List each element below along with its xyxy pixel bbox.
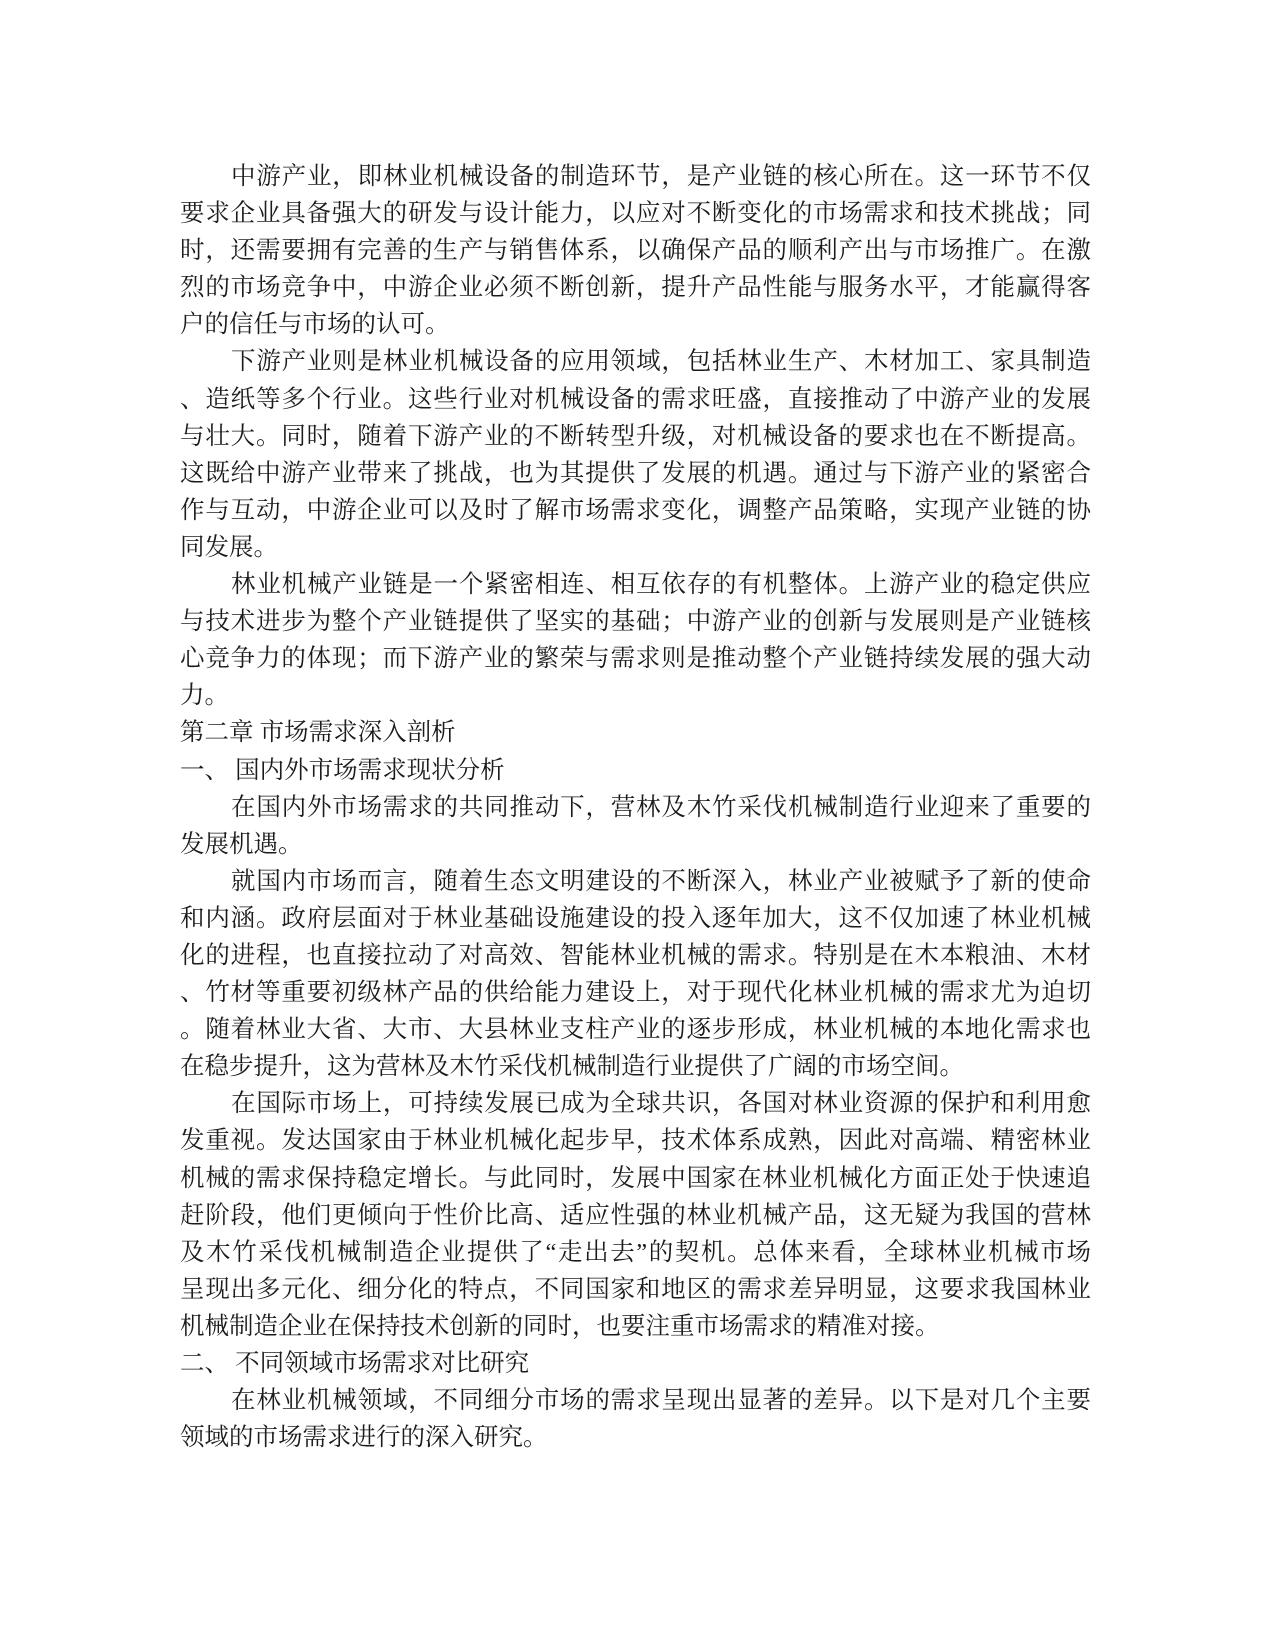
- chapter-heading: [180, 714, 1091, 751]
- text-line: 和内涵。政府层面对于林业基础设施建设的投入逐年加大，这不仅加速了林业机械: [180, 904, 1091, 932]
- text-line: 下游产业则是林业机械设备的应用领域，包括林业生产、木材加工、家具制造: [231, 348, 1091, 376]
- text-line: 同发展。: [180, 533, 278, 561]
- paragraph: [180, 1382, 1091, 1456]
- text-line: 在林业机械领域，不同细分市场的需求呈现出显著的差异。以下是对几个主要: [231, 1387, 1091, 1415]
- text-line: 与技术进步为整个产业链提供了坚实的基础；中游产业的创新与发展则是产业链核: [180, 608, 1091, 636]
- text-line: 机械制造企业在保持技术创新的同时，也要注重市场需求的精准对接。: [180, 1312, 940, 1340]
- section-heading: [180, 752, 1091, 789]
- text-line: 及木竹采伐机械制造企业提供了“走出去”的契机。总体来看，全球林业机械市场: [180, 1238, 1091, 1266]
- text-line: 在国际市场上，可持续发展已成为全球共识，各国对林业资源的保护和利用愈: [231, 1090, 1091, 1118]
- text-line: 力。: [180, 682, 229, 710]
- text-line: 二、 不同领域市场需求对比研究: [180, 1350, 530, 1377]
- section-heading: [180, 1345, 1091, 1382]
- text-line: 这既给中游产业带来了挑战，也为其提供了发展的机遇。通过与下游产业的紧密合: [180, 459, 1091, 487]
- text-line: 发重视。发达国家由于林业机械化起步早，技术体系成熟，因此对高端、精密林业: [180, 1127, 1091, 1155]
- text-line: 与壮大。同时，随着下游产业的不断转型升级，对机械设备的要求也在不断提高。: [180, 422, 1091, 450]
- text-line: 中游产业，即林业机械设备的制造环节，是产业链的核心所在。这一环节不仅: [231, 163, 1091, 190]
- paragraph: [180, 1085, 1091, 1345]
- paragraph: [180, 863, 1091, 1086]
- text-line: 时，还需要拥有完善的生产与销售体系，以确保产品的顺利产出与市场推广。在激: [180, 237, 1091, 265]
- text-line: 就国内市场而言，随着生态文明建设的不断深入，林业产业被赋予了新的使命: [231, 867, 1091, 895]
- paragraph: [180, 789, 1091, 863]
- text-line: 林业机械产业链是一个紧密相连、相互依存的有机整体。上游产业的稳定供应: [231, 571, 1091, 599]
- text-line: 在稳步提升，这为营林及木竹采伐机械制造行业提供了广阔的市场空间。: [180, 1053, 964, 1081]
- text-line: 机械的需求保持稳定增长。与此同时，发展中国家在林业机械化方面正处于快速追: [180, 1164, 1091, 1192]
- text-line: 发展机遇。: [180, 830, 303, 858]
- text-line: 心竞争力的体现；而下游产业的繁荣与需求则是推动整个产业链持续发展的强大动: [180, 645, 1091, 673]
- text-line: 化的进程，也直接拉动了对高效、智能林业机械的需求。特别是在木本粮油、木材: [180, 941, 1091, 969]
- paragraph: [180, 158, 1091, 343]
- text-line: 领域的市场需求进行的深入研究。: [180, 1424, 548, 1452]
- paragraph: [180, 343, 1091, 566]
- text-line: 作与互动，中游企业可以及时了解市场需求变化，调整产品策略，实现产业链的协: [180, 496, 1091, 524]
- text-line: 一、 国内外市场需求现状分析: [180, 756, 505, 784]
- text-line: 在国内外市场需求的共同推动下，营林及木竹采伐机械制造行业迎来了重要的: [231, 793, 1091, 821]
- text-line: 户的信任与市场的认可。: [180, 311, 450, 339]
- text-line: 赶阶段，他们更倾向于性价比高、适应性强的林业机械产品，这无疑为我国的营林: [180, 1201, 1091, 1229]
- text-line: 、竹材等重要初级林产品的供给能力建设上，对于现代化林业机械的需求尤为迫切: [180, 979, 1091, 1007]
- text-line: 要求企业具备强大的研发与设计能力，以应对不断变化的市场需求和技术挑战；同: [180, 200, 1091, 228]
- text-line: 、造纸等多个行业。这些行业对机械设备的需求旺盛，直接推动了中游产业的发展: [180, 385, 1091, 413]
- text-line: 。随着林业大省、大市、大县林业支柱产业的逐步形成，林业机械的本地化需求也: [180, 1016, 1091, 1044]
- paragraph: [180, 566, 1091, 714]
- text-line: 第二章 市场需求深入剖析: [180, 719, 456, 747]
- text-line: 烈的市场竞争中，中游企业必须不断创新，提升产品性能与服务水平，才能赢得客: [180, 274, 1091, 302]
- text-block: [180, 158, 1091, 1456]
- text-line: 呈现出多元化、细分化的特点，不同国家和地区的需求差异明显，这要求我国林业: [180, 1275, 1091, 1303]
